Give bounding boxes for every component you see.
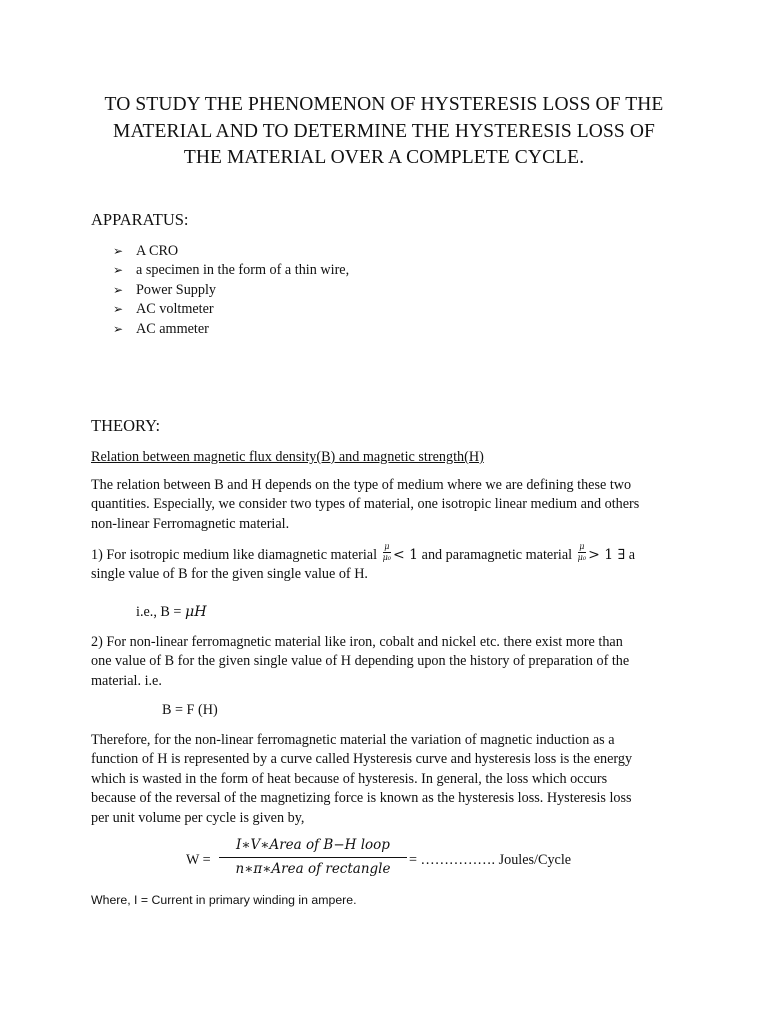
title-line: THE MATERIAL OVER A COMPLETE CYCLE.: [183, 147, 585, 168]
page-title: [60, 92, 708, 172]
arrowhead-bullet-icon: ➢: [113, 263, 124, 278]
list-item: ➢ a specimen in the form of a thin wire,: [113, 261, 349, 280]
mu-ratio-fraction: $\frac{\mu}{\text{μ₀}}$: [382, 542, 391, 563]
formula-fraction: [219, 836, 407, 879]
list-item: ➢ AC voltmeter: [113, 300, 349, 319]
paragraph: The relation between B and H depends on the type of medium where we are defining these two quantities. Especially, we consider two types of material, one isotropic linear medium and others non-linear Ferromagnetic material.: [91, 477, 640, 532]
arrowhead-bullet-icon: ➢: [113, 321, 124, 336]
list-item: ➢ AC ammeter: [113, 320, 349, 339]
formula-lhs: W =: [186, 852, 211, 868]
mu-ratio-fraction: $\frac{\mu}{\text{μ₀}}$: [577, 542, 587, 563]
paragraph-ferromagnetic: 2) For non-linear ferromagnetic material like iron, cobalt and nickel etc. there exist more than one value of B for the given single value of H depending upon the history of preparation of the material. i.e.: [91, 634, 630, 689]
apparatus-list: [113, 242, 349, 339]
arrowhead-bullet-icon: ➢: [113, 282, 124, 297]
paragraph-isotropic: 1) For isotropic medium like diamagnetic material $\frac{\mu}{\text{μ₀}}$ < 1 and paramagnetic material $\frac{\mu}{\text{μ₀}}$ > 1 ∃ a single value of B for the given single value of H.: [91, 542, 636, 583]
apparatus-heading: APPARATUS:: [91, 210, 189, 229]
title-line: TO STUDY THE PHENOMENON OF HYSTERESIS LOSS OF THE: [104, 94, 664, 115]
equation-b-mu-h: i.e., B = μH: [136, 604, 207, 620]
theory-heading: THEORY:: [91, 416, 161, 435]
arrowhead-bullet-icon: ➢: [113, 302, 124, 317]
where-definition: Where, I = Current in primary winding in ampere.: [91, 893, 357, 907]
list-item: ➢ A CRO: [113, 242, 349, 261]
list-item: ➢ Power Supply: [113, 281, 349, 300]
title-line: MATERIAL AND TO DETERMINE THE HYSTERESIS LOSS OF: [113, 120, 655, 142]
formula-denominator: n∗π∗Area of rectangle: [235, 861, 391, 877]
section-subheading: Relation between magnetic flux density(B) and magnetic strength(H): [91, 449, 484, 465]
paragraph-hysteresis: Therefore, for the non-linear ferromagnetic material the variation of magnetic induction as a function of H is represented by a curve called Hysteresis curve and hysteresis loss is the energy which is wasted in the form of heat because of hysteresis. In general, the loss which occurs because of the reversal of the magnetizing force is known as the hysteresis loss. Hysteresis loss per unit volume per cycle is given by,: [91, 732, 633, 826]
equation-b-f-h: B = F (H): [162, 702, 218, 718]
formula-rhs: = ……………. Joules/Cycle: [409, 852, 572, 868]
arrowhead-bullet-icon: ➢: [113, 244, 124, 258]
formula-numerator: I∗V∗Area of B−H loop: [219, 836, 407, 858]
